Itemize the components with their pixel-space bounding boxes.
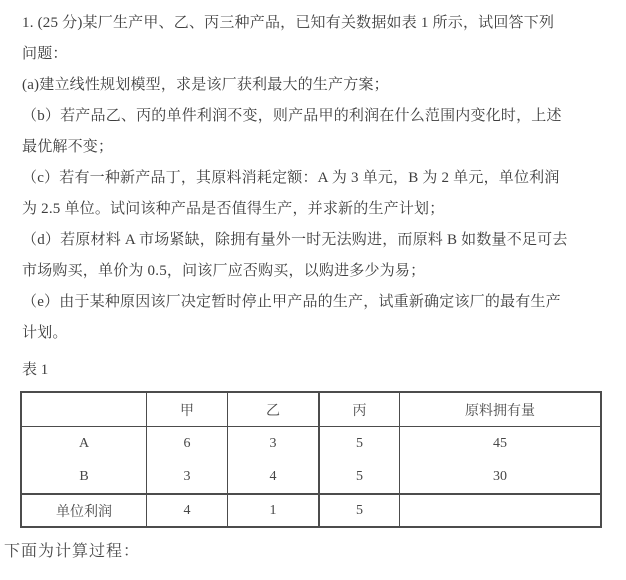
value-b-jia: 3 <box>183 469 191 484</box>
problem-line: 1. (25 分)某厂生产甲、乙、丙三种产品，已知有关数据如表 1 所示，试回答下列 <box>22 15 555 31</box>
problem-statement <box>22 8 618 385</box>
header-cell-product-yi: 乙 <box>228 392 320 427</box>
problem-line: 最优解不变； <box>22 139 114 155</box>
problem-line: (a)建立线性规划模型，求是该厂获利最大的生产方案； <box>22 77 389 93</box>
profit-row-label: 单位利润 <box>21 494 147 527</box>
problem-line: 为 2.5 单位。试问该种产品是否值得生产，并求新的生产计划； <box>22 201 445 217</box>
problem-line: 市场购买，单价为 0.5，问该厂应否购买，以购进多少为易； <box>22 263 426 279</box>
profit-bing: 5 <box>319 494 400 527</box>
problem-line: （b）若产品乙、丙的单件利润不变，则产品甲的利润在什么范围内变化时，上述 <box>22 108 562 124</box>
table-materials-row <box>21 427 601 495</box>
value-b-yi: 4 <box>269 469 277 484</box>
calculation-process-label: 下面为计算过程： <box>4 543 141 560</box>
data-table-container <box>20 391 602 528</box>
stock-a-value: 45 <box>493 436 507 451</box>
header-cell-blank <box>21 392 147 427</box>
problem-line: （c）若有一种新产品丁，其原料消耗定额：A 为 3 单元，B 为 2 单元，单位利润 <box>22 170 560 186</box>
header-cell-product-bing: 丙 <box>319 392 400 427</box>
value-a-bing: 5 <box>356 436 363 451</box>
value-a-jia: 6 <box>183 436 191 451</box>
problem-line: （d）若原材料 A 市场紧缺，除拥有量外一时无法购进，而原料 B 如数量不足可去 <box>22 232 568 248</box>
material-labels-cell <box>21 427 147 495</box>
stock-b-value: 30 <box>493 469 507 484</box>
profit-jia: 4 <box>147 494 228 527</box>
table-profit-row <box>21 494 601 527</box>
value-a-yi: 3 <box>269 436 277 451</box>
profit-blank-cell <box>400 494 602 527</box>
stock-cell <box>400 427 602 495</box>
problem-line: 计划。 <box>22 325 68 341</box>
table-header-row <box>21 392 601 427</box>
material-a-label: A <box>78 436 90 451</box>
jia-consumption-cell <box>147 427 228 495</box>
header-cell-material-stock: 原料拥有量 <box>400 392 602 427</box>
header-cell-product-jia: 甲 <box>147 392 228 427</box>
table-caption: 表 1 <box>22 362 49 378</box>
problem-line: 问题： <box>22 46 68 62</box>
problem-line: （e）由于某种原因该厂决定暂时停止甲产品的生产，试重新确定该厂的最有生产 <box>22 294 561 310</box>
resource-table <box>20 391 602 528</box>
yi-consumption-cell <box>228 427 320 495</box>
profit-yi: 1 <box>228 494 320 527</box>
value-b-bing: 5 <box>356 469 363 484</box>
bing-consumption-cell <box>319 427 400 495</box>
material-b-label: B <box>79 469 89 484</box>
